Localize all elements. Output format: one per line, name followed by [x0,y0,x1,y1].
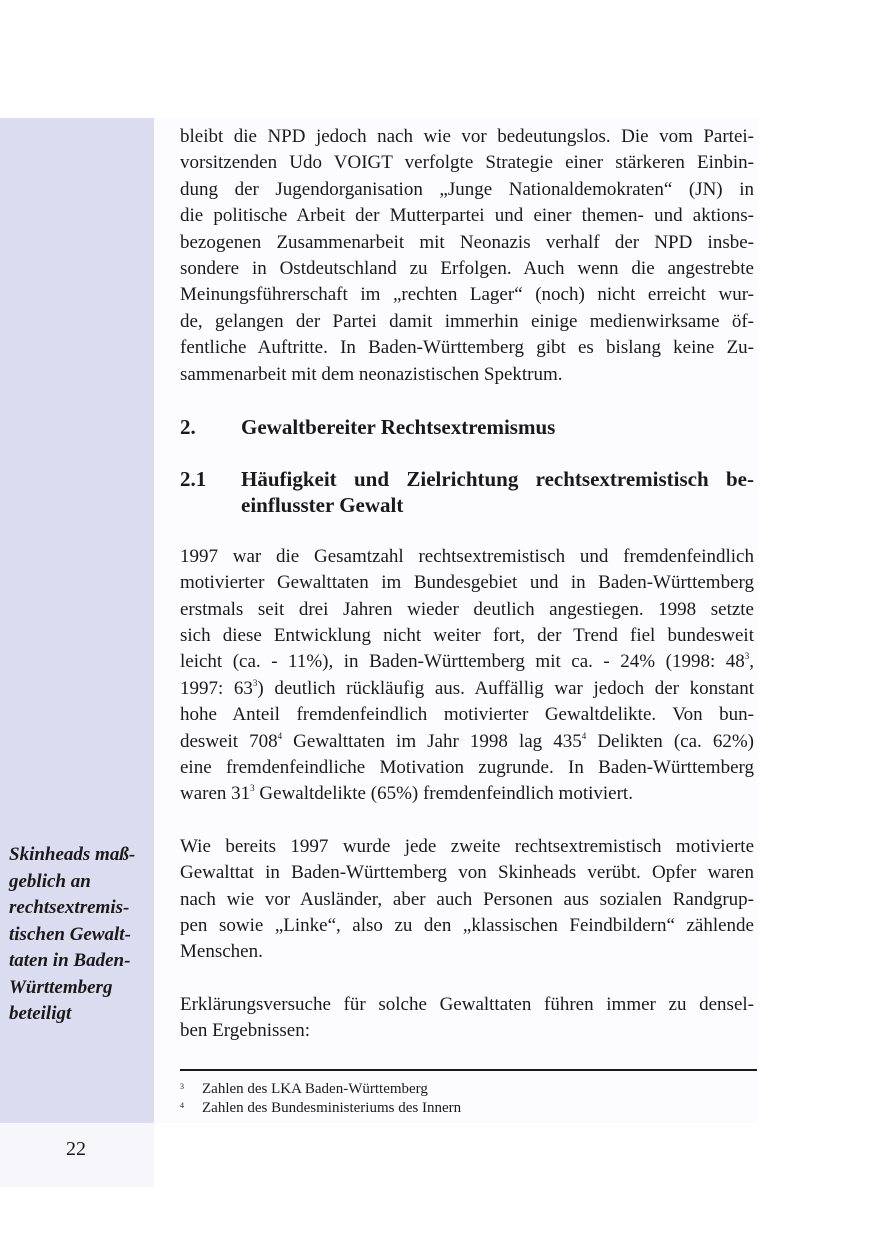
paragraph-statistics [180,544,754,808]
footnote-ref: 3 [744,651,750,662]
section-title: Gewaltbereiter Rechtsextremismus [241,414,556,439]
text-line: erstmals seit drei Jahren wieder deutlich angestiegen. 1998 setzte [180,598,754,620]
footnote-ref: 4 [277,730,283,741]
footnote-ref: 4 [581,730,587,741]
margin-note-line: Württemberg [9,976,113,998]
text-line: sondere in Ostdeutschland zu Erfolgen. Auch wenn die angestrebte [180,257,754,279]
text-line [180,649,754,675]
text-line: Wie bereits 1997 wurde jede zweite rechtsextremistisch motivierte [180,835,754,857]
text-line: sammenarbeit mit dem neonazistischen Spektrum. [180,363,563,385]
footnote-divider [180,1069,757,1071]
text-segment: Gewalttaten im Jahr 1998 lag 435 [282,730,582,752]
footnote-text: Zahlen des LKA Baden-Württemberg [202,1081,428,1097]
footnote-text: Zahlen des Bundesministeriums des Innern [202,1100,462,1116]
text-line: nach wie vor Ausländer, aber auch Personen aus sozialen Randgrup- [180,888,754,910]
subsection-title-line: einflusster Gewalt [241,492,404,517]
paragraph-skinheads [180,834,754,966]
text-line: Erklärungsversuche für solche Gewalttaten führen immer zu densel- [180,993,754,1015]
text-segment: desweit 708 [180,730,278,752]
footnote [180,1099,754,1118]
subsection-title [241,466,754,518]
text-segment: waren 31 [180,783,251,805]
paragraph-explanations [180,992,754,1045]
margin-note-line: beteiligt [9,1003,72,1024]
text-line: hohe Anteil fremdenfeindlich motivierter Gewaltdelikte. Von bun- [180,704,754,726]
text-line: bleibt die NPD jedoch nach wie vor bedeutungslos. Die vom Partei- [180,126,754,147]
text-line: de, gelangen der Partei damit immerhin einige medienwirksame öf- [180,310,754,332]
text-line: ben Ergebnissen: [180,1020,310,1042]
paragraph-npd [180,124,754,388]
section-heading [180,414,754,440]
margin-note-line: rechtsextremis- [9,897,130,918]
text-segment: leicht (ca. - 11%), in Baden-Württemberg mit ca. - 24% (1998: 48 [180,651,745,673]
margin-note [9,842,151,1028]
text-line: Meinungsführerschaft im „rechten Lager“ (noch) nicht erreicht wur- [180,284,754,306]
text-segment: Gewaltdelikte (65%) fremdenfeindlich motiviert. [254,783,633,805]
footnote-ref: 3 [252,677,258,688]
section-number: 2. [180,414,196,439]
text-segment: ) deutlich rückläufig aus. Auffällig war jedoch der konstant [257,677,754,699]
subsection-heading [180,466,754,518]
text-line: Menschen. [180,941,263,963]
text-line: fentliche Auftritte. In Baden-Württemberg gibt es bislang keine Zu- [180,337,754,359]
text-line: pen sowie „Linke“, also zu den „klassischen Feindbildern“ zählende [180,914,754,936]
text-line: 1997 war die Gesamtzahl rechtsextremistisch und fremdenfeindlich [180,545,754,567]
text-line: vorsitzenden Udo VOIGT verfolgte Strategie einer stärkeren Einbin- [180,152,754,174]
text-line [180,676,754,702]
footnote-mark: 4 [180,1101,184,1110]
text-segment: Delikten (ca. 62%) [586,730,754,752]
text-line: bezogenen Zusammenarbeit mit Neonazis verhalf der NPD insbe- [180,231,754,253]
text-line: motivierter Gewalttaten im Bundesgebiet und in Baden-Württemberg [180,572,754,594]
text-line: die politische Arbeit der Mutterpartei und einer themen- und aktions- [180,205,754,227]
text-line [180,781,754,807]
subsection-number: 2.1 [180,466,207,491]
text-line [180,729,754,755]
footnote [180,1080,754,1099]
text-line: eine fremdenfeindliche Motivation zugrunde. In Baden-Württemberg [180,757,754,779]
margin-note-line: Skinheads maß- [9,844,136,865]
footnotes [180,1080,754,1118]
margin-note-line: tischen Gewalt- [9,923,131,945]
text-line: Gewalttat in Baden-Württemberg von Skinheads verübt. Opfer waren [180,862,754,884]
text-segment: , [749,651,754,673]
text-segment: 1997: 63 [180,677,253,699]
text-line: sich diese Entwicklung nicht weiter fort, der Trend fiel bundesweit [180,625,754,647]
margin-note-line: geblich an [9,870,91,892]
main-text [180,124,754,1071]
page-number: 22 [66,1138,86,1160]
text-line: dung der Jugendorganisation „Junge Nationaldemokraten“ (JN) in [180,178,754,200]
footnote-mark: 3 [180,1082,184,1091]
subsection-title-line: Häufigkeit und Zielrichtung rechtsextremistisch be- [241,466,754,491]
footnote-ref: 3 [250,783,255,794]
margin-note-line: taten in Baden- [9,950,131,971]
